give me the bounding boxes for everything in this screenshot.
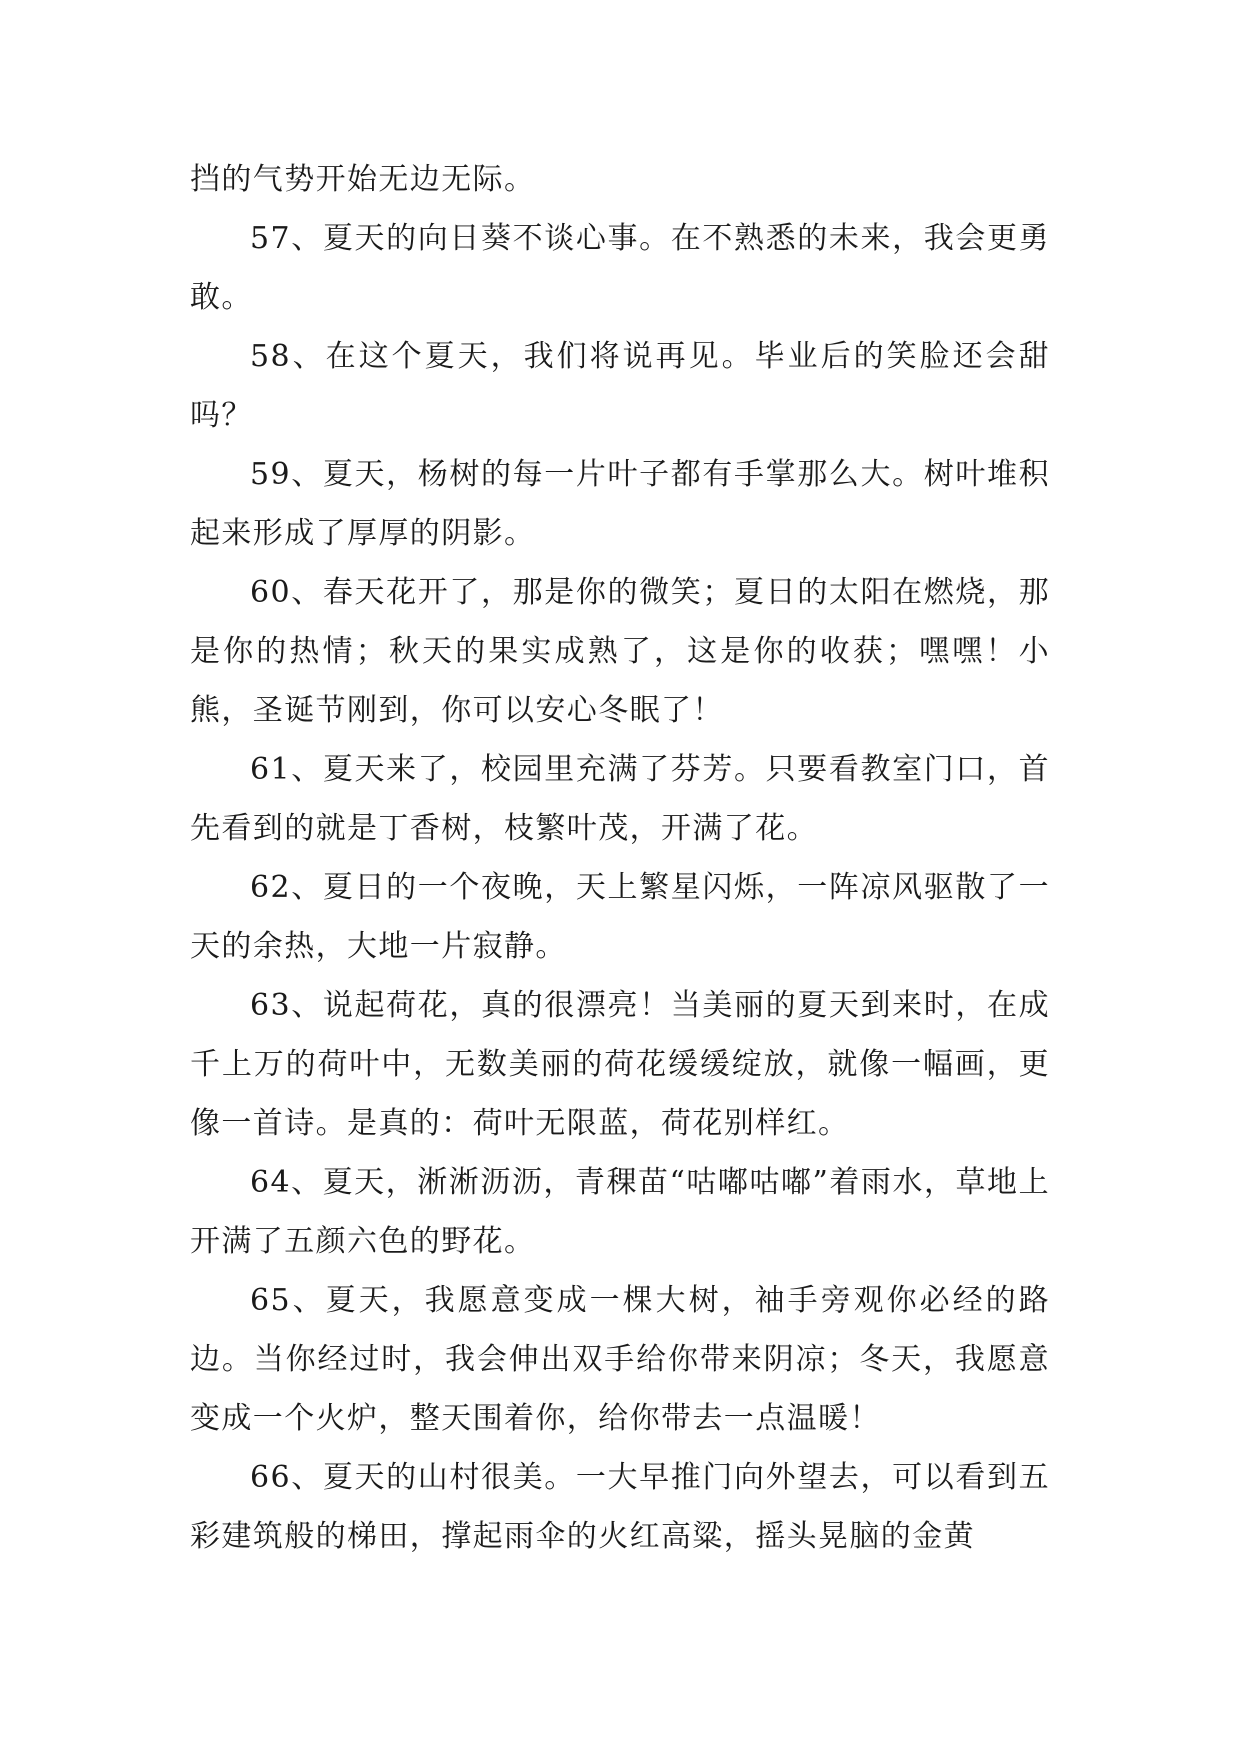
paragraph-66: 66、夏天的山村很美。一大早推门向外望去，可以看到五彩建筑般的梯田，撑起雨伞的火红高粱，摇头晃脑的金黄 — [190, 1460, 1050, 1554]
paragraph-59: 59、夏天，杨树的每一片叶子都有手掌那么大。树叶堆积起来形成了厚厚的阴影。 — [190, 457, 1050, 551]
paragraph-64: 64、夏天，淅淅沥沥，青稞苗“咕嘟咕嘟”着雨水，草地上开满了五颜六色的野花。 — [190, 1165, 1050, 1259]
paragraph-57: 57、夏天的向日葵不谈心事。在不熟悉的未来，我会更勇敢。 — [190, 221, 1050, 315]
paragraph-continued: 挡的气势开始无边无际。 — [190, 162, 536, 197]
paragraph-58: 58、在这个夏天，我们将说再见。毕业后的笑脸还会甜吗？ — [190, 339, 1050, 433]
paragraph-63: 63、说起荷花，真的很漂亮！当美丽的夏天到来时，在成千上万的荷叶中，无数美丽的荷花缓缓绽放，就像一幅画，更像一首诗。是真的：荷叶无限蓝，荷花别样红。 — [190, 988, 1050, 1141]
paragraph-61: 61、夏天来了，校园里充满了芬芳。只要看教室门口，首先看到的就是丁香树，枝繁叶茂，开满了花。 — [190, 752, 1050, 846]
paragraph-60: 60、春天花开了，那是你的微笑；夏日的太阳在燃烧，那是你的热情；秋天的果实成熟了，这是你的收获；嘿嘿！小熊，圣诞节刚到，你可以安心冬眠了！ — [190, 575, 1050, 728]
document-body — [190, 150, 1050, 1566]
paragraph-65: 65、夏天，我愿意变成一棵大树，袖手旁观你必经的路边。当你经过时，我会伸出双手给你带来阴凉；冬天，我愿意变成一个火炉，整天围着你，给你带去一点温暖！ — [190, 1283, 1050, 1436]
paragraph-62: 62、夏日的一个夜晚，天上繁星闪烁，一阵凉风驱散了一天的余热，大地一片寂静。 — [190, 870, 1050, 964]
